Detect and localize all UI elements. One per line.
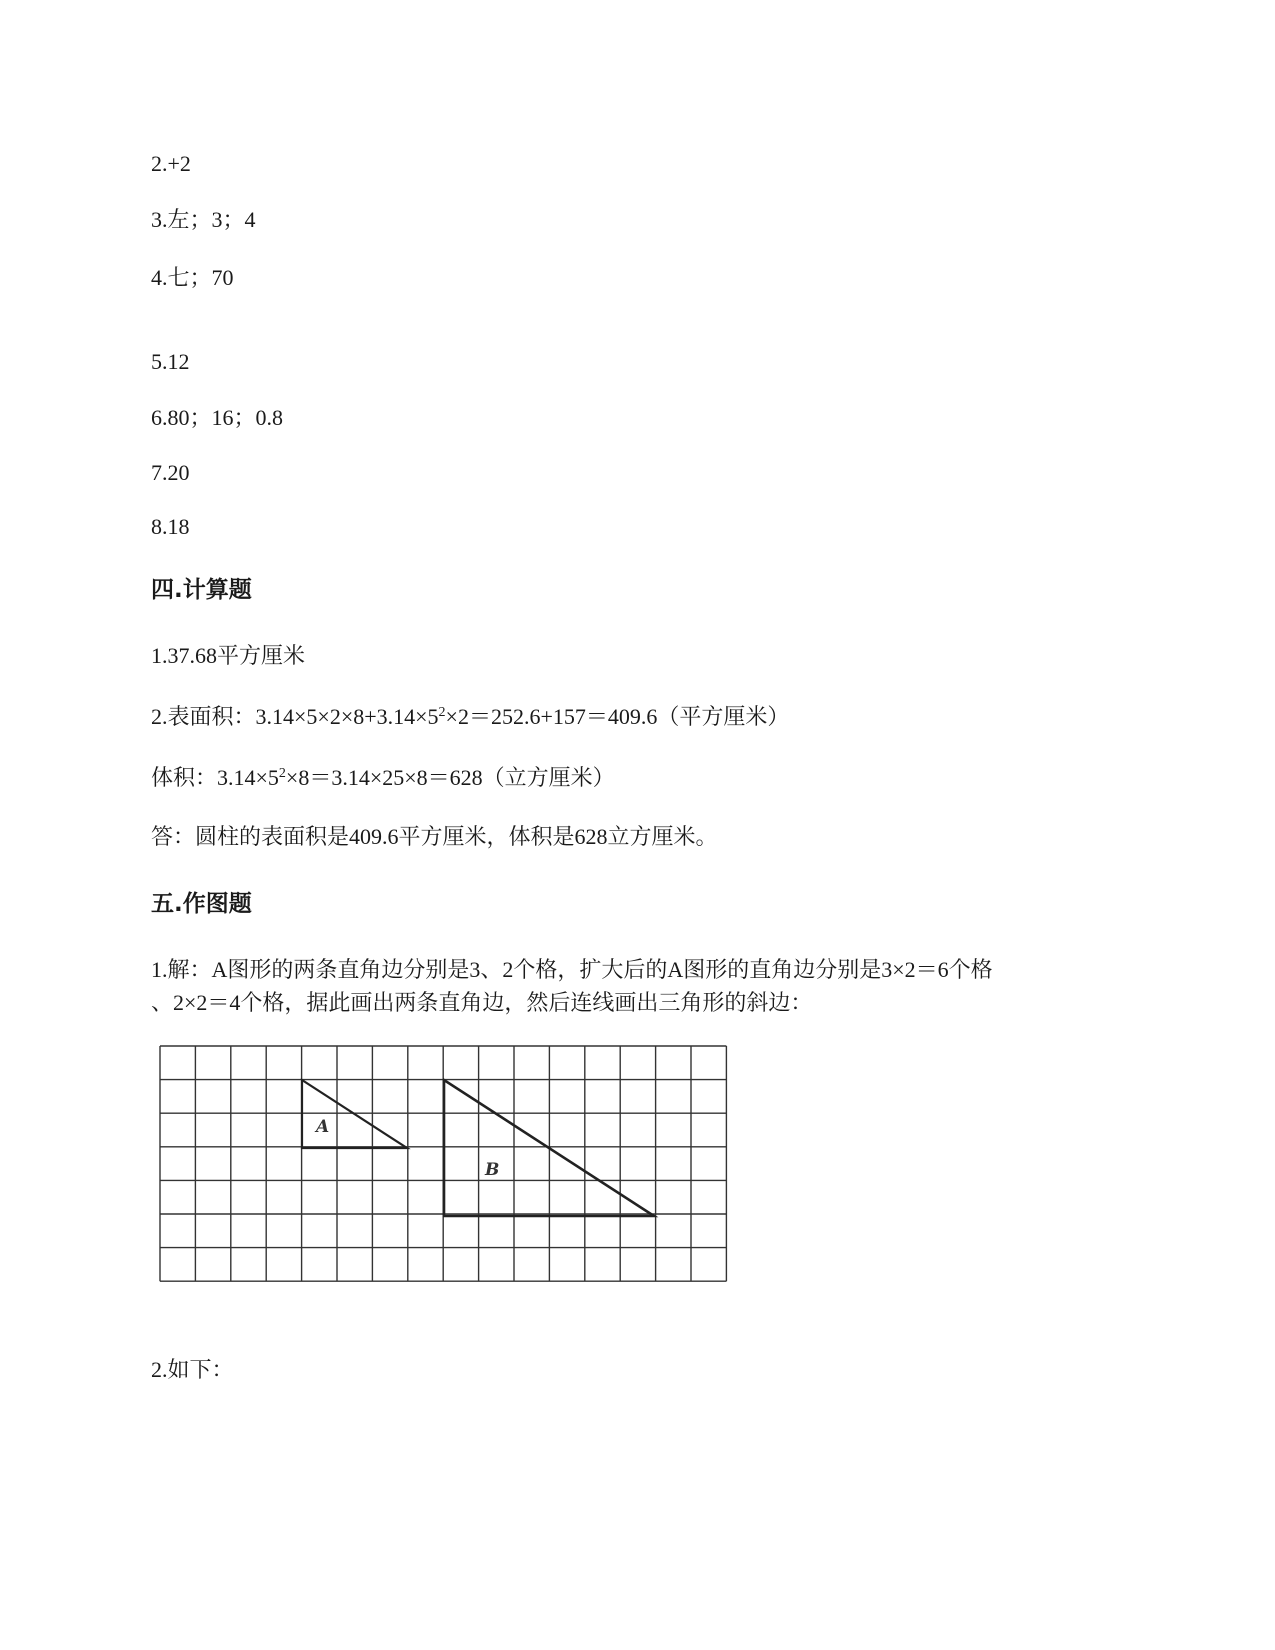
calc-answer-1: 1.37.68平方厘米 [151,643,306,668]
grid-figure [158,1045,728,1285]
answer-7 [151,459,190,487]
answer-number: 2. [151,151,168,176]
answer-4 [151,264,234,292]
calc-answer-2-volume [151,764,615,792]
answer-number: 4. [151,265,168,290]
section-4-title: 四.计算题 [151,577,252,603]
volume-prefix: 体积：3.14×5 [151,765,279,790]
answer-number: 6. [151,405,168,430]
answer-3 [151,206,256,234]
answer-text: +2 [167,151,191,176]
answer-2 [151,150,191,178]
surface-suffix: ×2＝252.6+157＝409.6（平方厘米） [445,704,790,729]
answer-text: 20 [167,460,190,485]
drawing-answer-2: 2.如下： [151,1357,234,1382]
surface-exponent: 2 [438,705,446,720]
answer-5 [151,348,190,376]
answer-6 [151,404,283,432]
answer-text: 18 [167,514,190,539]
volume-exponent: 2 [278,766,286,781]
answer-text: 12 [167,349,190,374]
triangle-b-label: B [485,1160,500,1180]
surface-prefix: 2.表面积：3.14×5×2×8+3.14×5 [151,704,439,729]
triangle-a-label: A [316,1117,330,1137]
triangle-a [302,1080,407,1148]
calc-answer-2-surface [151,703,789,731]
answer-number: 3. [151,207,168,232]
answer-8 [151,513,190,541]
drawing-answer-1-line-1: 1.解：A图形的两条直角边分别是3、2个格，扩大后的A图形的直角边分别是3×2＝6个格 [151,957,993,982]
volume-suffix: ×8＝3.14×25×8＝628（立方厘米） [285,765,615,790]
answer-text: 左；3；4 [167,207,256,232]
section-5-title: 五.作图题 [151,891,252,917]
answer-number: 8. [151,514,168,539]
answer-number: 7. [151,460,168,485]
answer-text: 七；70 [167,265,234,290]
answer-text: 80；16；0.8 [167,405,284,430]
drawing-answer-1-line-2: 、2×2＝4个格，据此画出两条直角边，然后连线画出三角形的斜边： [151,990,813,1015]
calc-answer-2-conclusion: 答：圆柱的表面积是409.6平方厘米，体积是628立方厘米。 [151,824,718,849]
answer-number: 5. [151,349,168,374]
